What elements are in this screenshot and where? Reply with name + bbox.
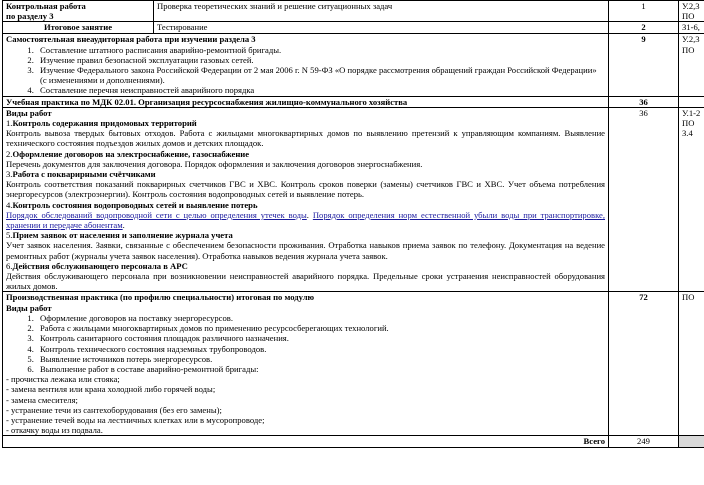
work-num: 1. (6, 118, 13, 129)
works-code-2: ПО (682, 118, 695, 129)
work-title: Действия обслуживающего персонала в АРС (12, 260, 188, 271)
selfwork-list (6, 45, 605, 96)
practice-hours: 36 (609, 96, 679, 107)
final-content: Тестирование (154, 22, 609, 34)
work-text: Контроль вывоза твердых бытовых отходов. Работа с жильцами многоквартирных домов по выявлению претензий к управляющим компаниям. Выявление технического состояния подъездов жилых домов и детских площадок. (6, 128, 605, 149)
prod-cell (3, 292, 609, 436)
leak-survey-link[interactable]: Порядок обследований водопроводной сети с целью определения утечек воды (6, 209, 307, 220)
total-label: Всего (3, 436, 609, 448)
total-row (3, 436, 704, 448)
prod-code: ПО (679, 292, 704, 436)
list-item: 6. Выполнение работ в составе аварийно-ремонтной бригады: (36, 364, 605, 374)
prod-heading: Виды работ (6, 302, 52, 313)
total-code (679, 436, 704, 448)
work-links (6, 210, 605, 230)
list-item: 2. Изучение правил безопасной эксплуатации газовых сетей. (36, 55, 605, 65)
final-row (3, 22, 704, 34)
work-num: 6. (6, 260, 13, 271)
work-title: Контроль содержания придомовых территорий (12, 118, 197, 129)
water-loss-norms-link[interactable]: Порядок определения норм естественной убыли воды при транспортировке, хранении и передаче абонентам (6, 209, 606, 231)
prod-hours: 72 (609, 292, 679, 436)
work-title: Оформление договоров на электроснабжение, газоснабжение (12, 148, 250, 159)
list-item: 1. Оформление договоров на поставку энергоресурсов. (36, 313, 605, 323)
final-title: Итоговое занятие (3, 22, 154, 34)
dash-item: - устранение течей воды на лестничных клетках или в мусоропроводе; (6, 414, 265, 425)
work-item-6 (6, 261, 605, 271)
selfwork-cell (3, 34, 609, 96)
selfwork-title: Самостоятельная внеаудиторная работа при изучении раздела 3 (6, 34, 256, 45)
works-code-cell (679, 107, 704, 292)
selfwork-code: У.2,3 (682, 34, 700, 45)
work-title: Контроль состояния водопроводных сетей и выявление потерь (12, 199, 258, 210)
work-item-3 (6, 169, 605, 179)
practice-row (3, 96, 704, 107)
work-text: Действия обслуживающего персонала при возникновении неисправностей аварийного порядка. Предельные сроки устранения неисправностей оборудования жилых домов. (6, 271, 605, 292)
list-item: 3. Изучение Федерального закона Российской Федерации от 2 мая 2006 г. N 59-ФЗ «О порядке рассмотрения обращений граждан Российской Федерации» (с изменениями и дополнениями). (36, 65, 605, 85)
works-cell (3, 107, 609, 292)
prod-row (3, 292, 704, 436)
selfwork-row (3, 34, 704, 96)
works-code-3: З.4 (682, 128, 693, 139)
selfwork-code-cell (679, 34, 704, 96)
work-item-5 (6, 230, 605, 240)
work-text: Перечень документов для заключения договора. Порядок оформления и заключения договоров энергоснабжения. (6, 158, 423, 169)
prod-list (6, 313, 605, 374)
dash-item: - устранение течи из сантехоборудования (без его замены); (6, 404, 222, 415)
control-title-2: по разделу 3 (6, 11, 54, 22)
works-code: У.1-2 (682, 107, 701, 118)
work-num: 3. (6, 169, 13, 180)
selfwork-code-2: ПО (682, 44, 695, 55)
control-code-2: ПО (682, 11, 695, 22)
list-item: 4. Составление перечня неисправностей аварийного порядка (36, 85, 605, 95)
work-text: Учет заявок населения. Заявки, связанные с обеспечением безопасности проживания. Отработка навыков приема заявок по телефону. Документация на ведение ремонтных работ (журналы учета заявок населения). Отработка навыков ведения журнала учета заявок. (6, 240, 605, 261)
list-item: 5. Выявление источников потерь энергоресурсов. (36, 354, 605, 364)
curriculum-table (2, 0, 704, 448)
final-hours: 2 (609, 22, 679, 34)
work-item-1 (6, 118, 605, 128)
control-title: Контрольная работа (6, 1, 86, 11)
dash-item: - замена смесителя; (6, 394, 78, 405)
control-hours: 1 (609, 1, 679, 22)
practice-code (679, 96, 704, 107)
work-title: Прием заявок от населения и заполнение журнала учета (12, 230, 233, 241)
works-hours: 36 (609, 107, 679, 292)
control-row (3, 1, 704, 22)
final-code: З1-6, (679, 22, 704, 34)
list-item: 4. Контроль технического состояния надземных трубопроводов. (36, 344, 605, 354)
total-hours: 249 (609, 436, 679, 448)
list-item: 3. Контроль санитарного состояния площадок различного назначения. (36, 333, 605, 343)
control-title-cell (3, 1, 154, 22)
link-separator: . (306, 209, 313, 220)
work-item-2 (6, 149, 605, 159)
list-item: 1. Составление штатного расписания аварийно-ремонтной бригады. (36, 45, 605, 55)
works-row (3, 107, 704, 292)
list-item: 2. Работа с жильцами многоквартирных домов по применению ресурсосберегающих технологий. (36, 323, 605, 333)
control-code: У.2,3 (682, 1, 700, 11)
prod-title: Производственная практика (по профилю специальности) итоговая по модулю (6, 292, 315, 303)
work-item-4 (6, 200, 605, 210)
work-title: Работа с покварирными счётчиками (12, 169, 156, 180)
dash-item: - замена вентиля или крана холодной либо горячей воды; (6, 384, 216, 395)
control-code-cell (679, 1, 704, 22)
works-heading: Виды работ (6, 107, 52, 118)
work-num: 5. (6, 230, 13, 241)
work-num: 2. (6, 148, 13, 159)
work-num: 4. (6, 199, 13, 210)
link-end: . (122, 220, 125, 231)
dash-item: - прочистка лежака или стояка; (6, 374, 120, 385)
selfwork-hours: 9 (609, 34, 679, 96)
control-content: Проверка теоретических знаний и решение ситуационных задач (154, 1, 609, 22)
dash-item: - откачку воды из подвала. (6, 425, 103, 436)
practice-title: Учебная практика по МДК 02.01. Организация ресурсоснабжения жилищно-коммунального хозяйства (3, 96, 609, 107)
work-text: Контроль соответствия показаний покварирных счетчиков ГВС и ХВС. Контроль сроков поверки (замены) счетчиков ГВС и ХВС. Учет объема потребления энергоресурсов (электроэнергии). Контроль состояния водопроводных сетей и выявление потерь. (6, 179, 605, 200)
